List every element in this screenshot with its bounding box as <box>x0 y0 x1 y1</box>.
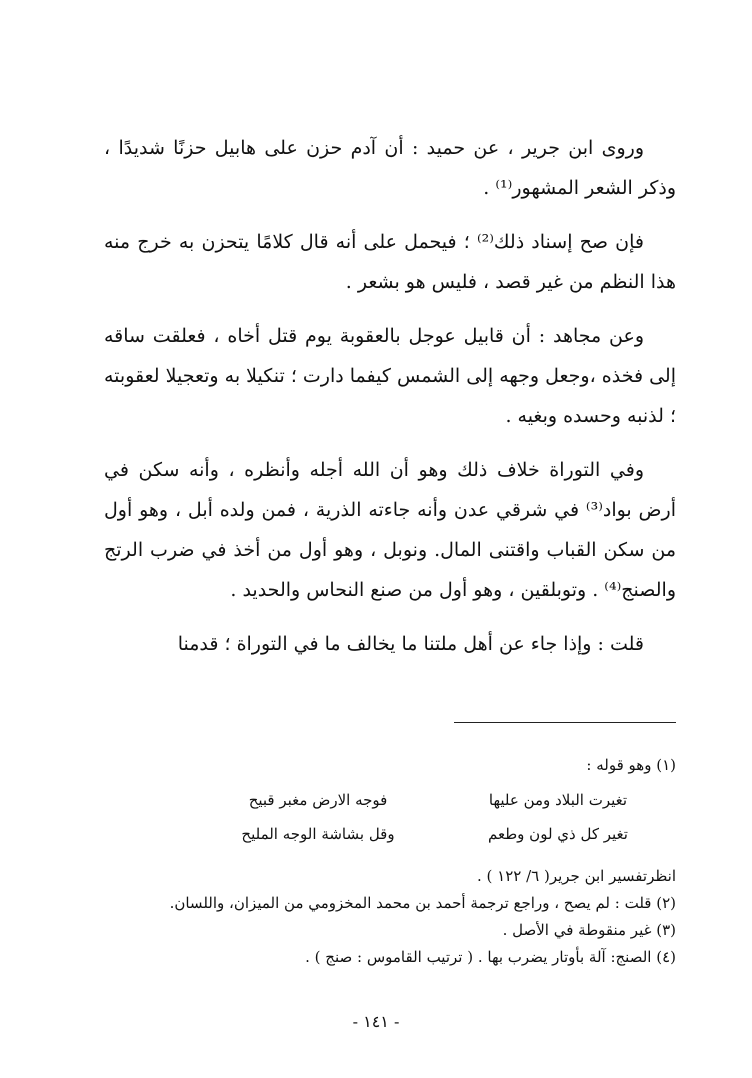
footnote-2: (٢) قلت : لم يصح ، وراجع ترجمة أحمد بن محمد المخزومي من الميزان، واللسان. <box>169 894 676 912</box>
footnote-divider <box>454 722 676 723</box>
paragraph-3: وعن مجاهد : أن قابيل عوجل بالعقوبة يوم قتل أخاه ، فعلقت ساقه إلى فخذه ،وجعل وجهه إلى الشمس كيفما دارت ؛ تنكيلا به وتعجيلا لعقوبته ؛ لذنبه وحسده وبغيه . <box>104 325 676 427</box>
paragraph-4: وفي التوراة خلاف ذلك وهو أن الله أجله وأنظره ، وأنه سكن في أرض بواد⁽³⁾ في شرقي عدن وأنه جاءته الذرية ، فمن ولده أبل ، وهو أول من سكن القباب واقتنى المال. ونوبل ، وهو أول من أخذ في ضرب الرتج والصنج⁽⁴⁾ . وتوبلقين ، وهو أول من صنع النحاس والحديد . <box>104 459 676 601</box>
page-number: - ١٤١ - <box>352 1012 400 1031</box>
main-text <box>104 128 676 678</box>
footnote-1-source: انظرتفسير ابن جرير( ٦/ ١٢٢ ) . <box>476 867 676 885</box>
poem-hemistich: تغير كل ذي لون وطعم <box>488 825 628 843</box>
paragraph-5: قلت : وإذا جاء عن أهل ملتنا ما يخالف ما في التوراة ؛ قدمنا <box>177 633 644 655</box>
poem-hemistich: تغيرت البلاد ومن عليها <box>488 791 628 809</box>
footnote-3: (٣) غير منقوطة في الأصل . <box>502 921 676 939</box>
poem-verse <box>120 783 656 817</box>
footnote-1-intro: (١) وهو قوله : <box>586 756 676 774</box>
paragraph-2: فإن صح إسناد ذلك⁽²⁾ ؛ فيحمل على أنه قال كلامًا يتحزن به خرج منه هذا النظم من غير قصد ، فليس هو بشعر . <box>104 231 676 293</box>
poem-hemistich: وقل بشاشة الوجه المليح <box>241 825 395 843</box>
poem <box>120 783 656 851</box>
poem-hemistich: فوجه الارض مغبر قبيح <box>248 791 388 809</box>
poem-verse <box>120 817 656 851</box>
paragraph-1: وروى ابن جرير ، عن حميد : أن آدم حزن على هابيل حزنًا شديدًا ، وذكر الشعر المشهور⁽¹⁾ . <box>104 137 676 199</box>
footnote-4: (٤) الصنج: آلة بأوتار يضرب بها . ( ترتيب القاموس : صنج ) . <box>305 948 676 966</box>
footnotes <box>120 752 676 971</box>
